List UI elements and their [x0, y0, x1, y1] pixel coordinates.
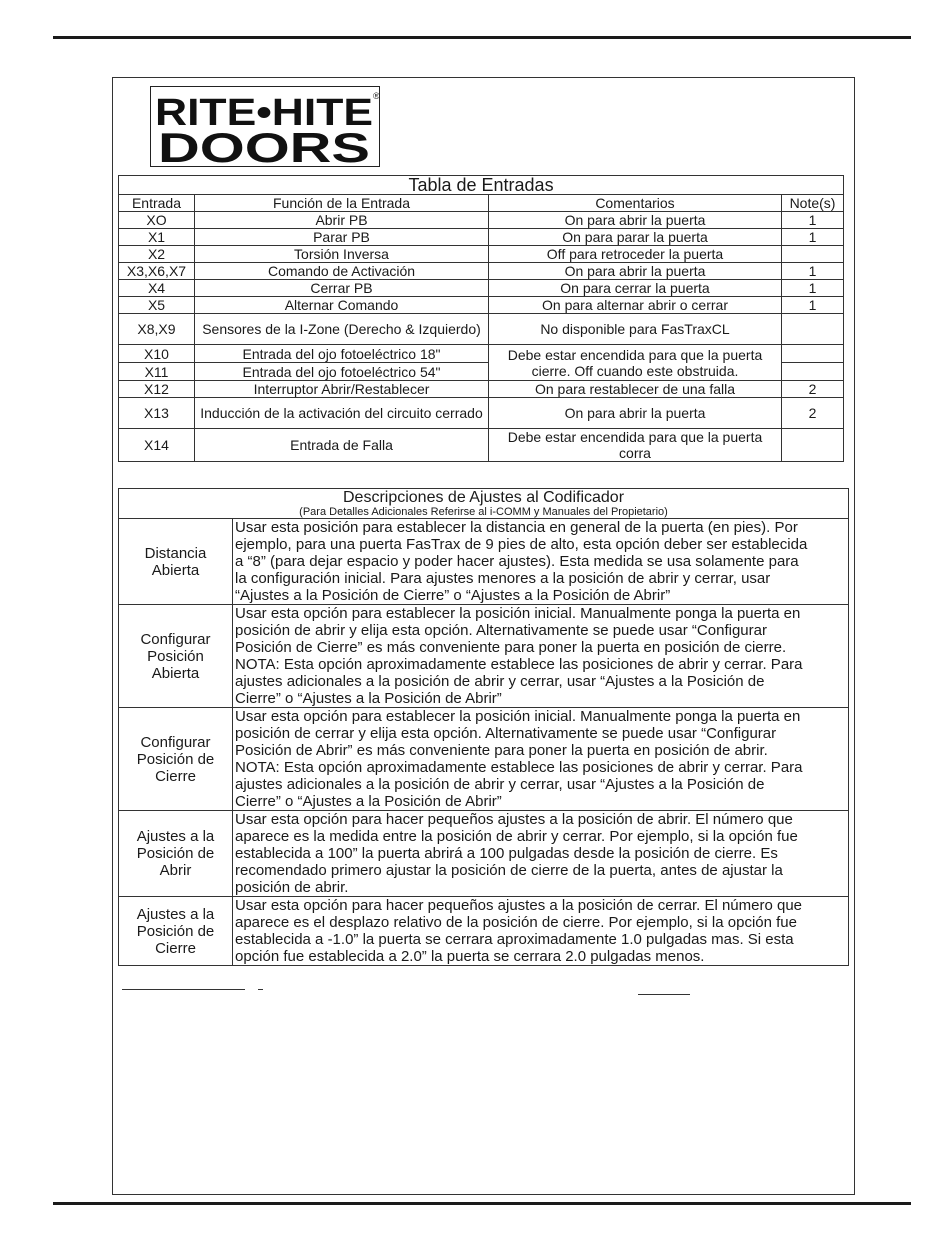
- input-id: X1: [119, 229, 195, 246]
- input-note: 1: [782, 229, 844, 246]
- input-id: X2: [119, 246, 195, 263]
- setting-description: Usar esta opción para hacer pequeños ajustes a la posición de abrir. El número que aparece es la medida entre la posición de abrir y cerrar. Por ejemplo, si la opción fue establecida a 100” la puerta abrirá a 100 pulgadas desde la posición de cierre. Es recomendado primero ajustar la posición de cierre de la puerta, antes de ajustar la posición de abrir.: [233, 811, 849, 897]
- rite-hite-logo: [150, 86, 380, 167]
- input-comment: Debe estar encendida para que la puerta cierre. Off cuando este obstruida.: [489, 345, 782, 381]
- input-note: [782, 345, 844, 363]
- input-function: Interruptor Abrir/Restablecer: [195, 381, 489, 398]
- footer-rule: [53, 1202, 911, 1205]
- table-row: [119, 605, 849, 708]
- column-header: Note(s): [782, 195, 844, 212]
- input-function: Torsión Inversa: [195, 246, 489, 263]
- input-function: Entrada de Falla: [195, 429, 489, 462]
- input-note: [782, 429, 844, 462]
- input-note: 1: [782, 297, 844, 314]
- logo-line-1: RITE•HITE: [155, 92, 373, 134]
- input-function: Entrada del ojo fotoeléctrico 54": [195, 363, 489, 381]
- input-id: X5: [119, 297, 195, 314]
- table-row: [119, 263, 844, 280]
- table-row: [119, 297, 844, 314]
- footnote-tick: [258, 989, 263, 990]
- input-note: [782, 363, 844, 381]
- input-function: Parar PB: [195, 229, 489, 246]
- input-comment: Debe estar encendida para que la puerta corra: [489, 429, 782, 462]
- column-header: Función de la Entrada: [195, 195, 489, 212]
- input-function: Entrada del ojo fotoeléctrico 18": [195, 345, 489, 363]
- input-comment: Off para retroceder la puerta: [489, 246, 782, 263]
- table-row: [119, 212, 844, 229]
- table-row: [119, 246, 844, 263]
- encoder-table-title: Descripciones de Ajustes al Codificador: [342, 489, 625, 506]
- input-function: Cerrar PB: [195, 280, 489, 297]
- table-row: [119, 381, 844, 398]
- setting-description: Usar esta opción para hacer pequeños ajustes a la posición de cerrar. El número que aparece es el desplazo relativo de la posición de cierre. Por ejemplo, si la opción fue establecida a -1.0” la puerta se cerrara aproximadamente 1.0 pulgadas mas. Si esta opción fue establecida a 2.0” la puerta se cerrara 2.0 pulgadas menos.: [233, 897, 849, 966]
- input-id: X14: [119, 429, 195, 462]
- table-row: [119, 708, 849, 811]
- input-note: 2: [782, 381, 844, 398]
- input-id: X3,X6,X7: [119, 263, 195, 280]
- input-comment: On para alternar abrir o cerrar: [489, 297, 782, 314]
- table-row: [119, 811, 849, 897]
- input-comment: On para parar la puerta: [489, 229, 782, 246]
- table-row: [119, 519, 849, 605]
- footnote-rule: [122, 989, 245, 990]
- input-function: Alternar Comando: [195, 297, 489, 314]
- encoder-table-header: [119, 489, 849, 519]
- input-id: X11: [119, 363, 195, 381]
- setting-name: Ajustes a la Posición de Abrir: [119, 811, 233, 897]
- input-comment: On para restablecer de una falla: [489, 381, 782, 398]
- encoder-table-subtitle: (Para Detalles Adicionales Referirse al i-COMM y Manuales del Propietario): [299, 506, 668, 518]
- input-id: X10: [119, 345, 195, 363]
- input-function: Inducción de la activación del circuito cerrado: [195, 398, 489, 429]
- table-row: [119, 398, 844, 429]
- setting-description: Usar esta posición para establecer la distancia en general de la puerta (en pies). Por ejemplo, para una puerta FasTrax de 9 pies de alto, esta opción deber ser establecida a “8” (para dejar espacio y poder hacer ajustes). Esta medida se usa solamente para la configuración inicial. Para ajustes menores a la posición de abrir y cerrar, usar “Ajustes a la Posición de Cierre” o “Ajustes a la Posición de Abrir”: [233, 519, 849, 605]
- table-row: [119, 897, 849, 966]
- inputs-table-title: Tabla de Entradas: [119, 176, 844, 195]
- inputs-table: [118, 175, 844, 462]
- setting-name: Configurar Posición Abierta: [119, 605, 233, 708]
- input-id: X8,X9: [119, 314, 195, 345]
- setting-name: Ajustes a la Posición de Cierre: [119, 897, 233, 966]
- setting-name: Configurar Posición de Cierre: [119, 708, 233, 811]
- input-note: 1: [782, 212, 844, 229]
- table-row: [119, 314, 844, 345]
- column-header: Entrada: [119, 195, 195, 212]
- input-comment: On para abrir la puerta: [489, 263, 782, 280]
- logo-line-2: DOORS: [158, 124, 370, 166]
- input-note: [782, 246, 844, 263]
- table-row: [119, 229, 844, 246]
- header-rule: [53, 36, 911, 39]
- input-note: 2: [782, 398, 844, 429]
- input-comment: On para cerrar la puerta: [489, 280, 782, 297]
- input-id: X4: [119, 280, 195, 297]
- table-row: [119, 429, 844, 462]
- setting-description: Usar esta opción para establecer la posición inicial. Manualmente ponga la puerta en posición de abrir y elija esta opción. Alternativamente se puede usar “Configurar Posición de Cierre” es más conveniente para poner la puerta en posición de cierre. NOTA: Esta opción aproximadamente establece las posiciones de abrir y cerrar. Para ajustes adicionales a la posición de abrir y cerrar, usar “Ajustes a la Posición de Cierre” o “Ajustes a la Posición de Abrir”: [233, 605, 849, 708]
- input-id: XO: [119, 212, 195, 229]
- encoder-settings-table: [118, 488, 849, 966]
- input-function: Sensores de la I-Zone (Derecho & Izquierdo): [195, 314, 489, 345]
- registered-mark: ®: [373, 91, 380, 101]
- column-header: Comentarios: [489, 195, 782, 212]
- input-id: X12: [119, 381, 195, 398]
- input-note: 1: [782, 280, 844, 297]
- input-function: Comando de Activación: [195, 263, 489, 280]
- input-function: Abrir PB: [195, 212, 489, 229]
- input-id: X13: [119, 398, 195, 429]
- input-comment: No disponible para FasTraxCL: [489, 314, 782, 345]
- footnote-rule: [638, 994, 690, 995]
- setting-description: Usar esta opción para establecer la posición inicial. Manualmente ponga la puerta en posición de cerrar y elija esta opción. Alternativamente se puede usar “Configurar Posición de Abrir” es más conveniente para poner la puerta en posición de abrir. NOTA: Esta opción aproximadamente establece las posiciones de abrir y cerrar. Para ajustes adicionales a la posición de abrir y cerrar, usar “Ajustes a la Posición de Cierre” o “Ajustes a la Posición de Abrir”: [233, 708, 849, 811]
- input-comment: On para abrir la puerta: [489, 398, 782, 429]
- setting-name: Distancia Abierta: [119, 519, 233, 605]
- input-comment: On para abrir la puerta: [489, 212, 782, 229]
- input-note: 1: [782, 263, 844, 280]
- table-row: [119, 280, 844, 297]
- table-row: [119, 345, 844, 363]
- input-note: [782, 314, 844, 345]
